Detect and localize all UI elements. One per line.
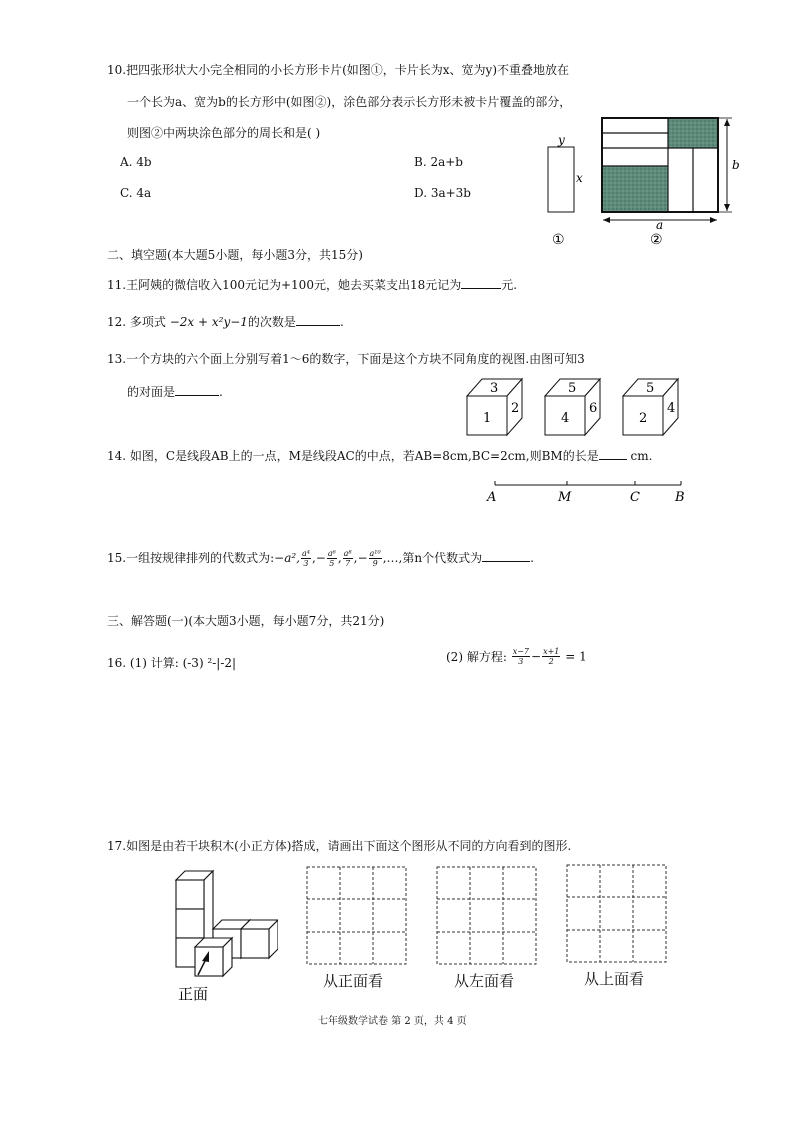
q11-tail: 元. [501, 278, 518, 292]
q14-blank[interactable] [599, 458, 627, 460]
q13-cube-views [464, 376, 694, 440]
cube-view-2 [545, 379, 600, 435]
rect-a-label: a [656, 218, 664, 232]
cube-view-3 [623, 379, 678, 435]
q12-blank[interactable] [296, 324, 340, 326]
grid-top-view[interactable] [566, 864, 668, 964]
cube1-front: 1 [483, 411, 492, 426]
q17-block-figure [168, 865, 278, 1005]
q14-segment-figure [482, 478, 692, 506]
fig2-caption: ② [650, 232, 663, 248]
q12-tail: . [339, 315, 344, 329]
cube2-front: 4 [561, 411, 570, 426]
q10-option-a: A. 4b [120, 155, 152, 169]
grid-left-view[interactable] [436, 866, 538, 966]
q16-fraction-1: $\frac{x-7}{3}$ [512, 647, 529, 666]
cube2-top: 5 [568, 381, 577, 396]
grid-front-label: 从正面看 [323, 973, 384, 990]
q10-line2: 一个长为a、宽为b的长方形中(如图②)，涂色部分表示长方形未被卡片覆盖的部分， [127, 95, 572, 109]
q12-prefix: 12. 多项式 [107, 315, 166, 329]
q16-part2-label: (2) 解方程: [446, 650, 507, 664]
point-c: C [630, 490, 640, 505]
card-x-label: x [576, 171, 583, 185]
cube3-top: 5 [646, 381, 655, 396]
q13-tail: . [219, 385, 223, 399]
q16-fraction-2: $\frac{x+1}{2}$ [543, 647, 560, 666]
q15-fraction-3: $\frac{\text{a⁸}}{7}$ [343, 549, 352, 568]
q16-minus: − [531, 649, 542, 664]
q13-blank[interactable] [175, 394, 219, 396]
q16-equals: = 1 [565, 649, 587, 664]
cube1-side: 2 [511, 401, 520, 416]
rect-b-label: b [732, 158, 740, 172]
q10-option-b: B. 2a+b [414, 155, 463, 169]
q10-option-c: C. 4a [120, 186, 152, 200]
q14 [107, 447, 652, 464]
q15-prefix: 15.一组按规律排列的代数式为: [107, 551, 275, 565]
q11-text: 11.王阿姨的微信收入100元记为+100元，她去买菜支出18元记为 [107, 278, 462, 292]
q11 [107, 276, 517, 293]
q12-expression: −2x + x²y−1 [165, 315, 248, 329]
q15-fraction-4: $\frac{\text{a¹⁰}}{9}$ [369, 549, 381, 568]
point-a: A [487, 490, 497, 505]
card-y-label: y [558, 133, 565, 147]
q13-line1: 13.一个方块的六个面上分别写着1～6的数字，下面是这个方块不同角度的视图.由图可知3 [107, 352, 585, 366]
q15: 15.一组按规律排列的代数式为:−a², $\frac{\text{a⁴}}{3}$ ,− $\frac{\text{a⁶}}{5}$ , $\frac{\text{a⁸}}{7}$ ,− $\frac{\text{a¹⁰}}{9}$ ,…,第n个代数式为 . [107, 549, 534, 568]
q16-part2 [446, 647, 587, 666]
q11-blank[interactable] [461, 287, 501, 289]
q15-fraction-1: $\frac{\text{a⁴}}{3}$ [301, 549, 310, 568]
grid-left-label: 从左面看 [454, 973, 515, 990]
q10-figure-card [538, 132, 588, 250]
q13-prefix: 的对面是 [127, 385, 176, 399]
q15-blank[interactable] [482, 560, 530, 562]
cube1-top: 3 [490, 381, 499, 396]
cube3-front: 2 [639, 411, 648, 426]
point-m: M [558, 490, 572, 505]
q15-dots: ,…, [382, 551, 403, 565]
q13-line2 [127, 383, 223, 400]
page-footer: 七年级数学试卷 第 2 页，共 4 页 [318, 1016, 467, 1027]
cube-view-1 [467, 379, 522, 435]
front-label: 正面 [178, 985, 209, 1003]
q14-text: 14. 如图，C是线段AB上的一点，M是线段AC的中点，若AB=8cm,BC=2cm,则BM的长是 [107, 449, 599, 463]
q12-suffix: 的次数是 [247, 315, 296, 329]
section3-heading: 三、解答题(一)(本大题3小题，每小题7分，共21分) [107, 614, 385, 628]
q10-line3: 则图②中两块涂色部分的周长和是( ) [127, 126, 321, 140]
q15-fraction-2: $\frac{\text{a⁶}}{5}$ [327, 549, 336, 568]
cube2-side: 6 [589, 401, 598, 416]
cube3-side: 4 [667, 401, 676, 416]
q15-suffix: 第n个代数式为 [402, 551, 483, 565]
q16-part1: 16. (1) 计算: (-3) ²-|-2| [107, 656, 237, 670]
q10-figure-rectangle [596, 112, 746, 250]
section2-heading: 二、填空题(本大题5小题，每小题3分，共15分) [107, 248, 363, 262]
grid-front-view[interactable] [306, 866, 408, 966]
q10-line1: 10.把四张形状大小完全相同的小长方形卡片(如图①，卡片长为x、宽为y)不重叠地放在 [107, 63, 569, 77]
q17-text: 17.如图是由若干块积木(小正方体)搭成，请画出下面这个图形从不同的方向看到的图形. [107, 839, 572, 853]
fig1-caption: ① [552, 232, 565, 248]
q14-tail: cm. [626, 449, 653, 463]
point-b: B [675, 490, 685, 505]
grid-top-label: 从上面看 [584, 971, 645, 988]
q10-option-d: D. 3a+3b [414, 186, 471, 200]
q15-term1: −a², [274, 551, 300, 565]
q15-tail: . [530, 551, 534, 565]
q12 [107, 313, 344, 330]
